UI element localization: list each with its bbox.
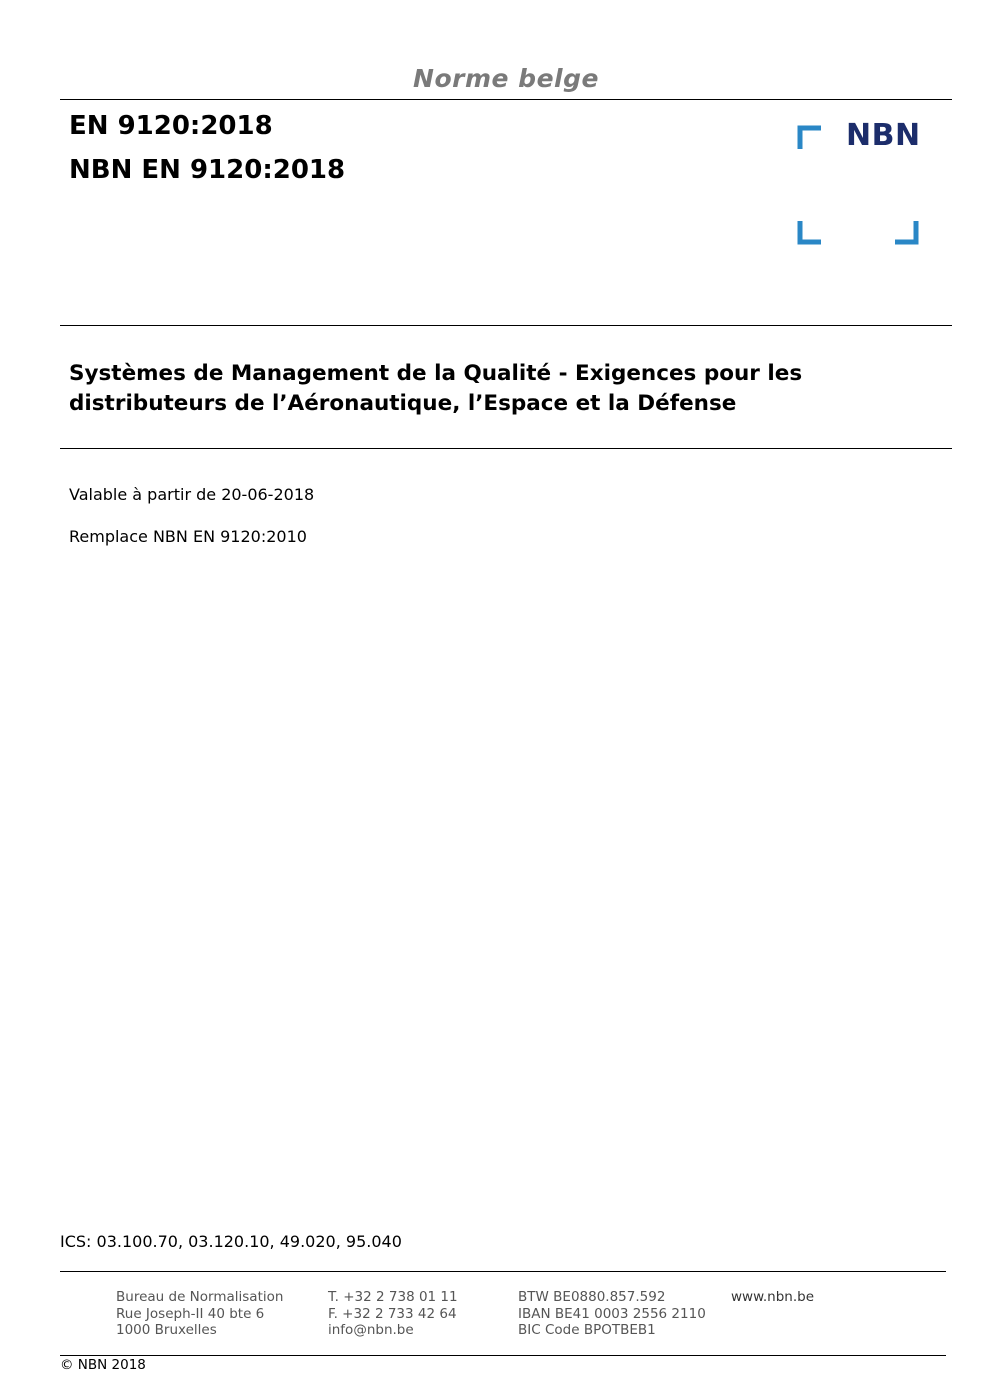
title-bottom-divider xyxy=(60,448,952,449)
footer-fax: F. +32 2 733 42 64 xyxy=(328,1305,457,1322)
standard-code-nbn: NBN EN 9120:2018 xyxy=(69,155,346,185)
bottom-right-corner xyxy=(895,221,916,242)
footer-address-line: Bureau de Normalisation xyxy=(116,1289,284,1305)
footer-address-line: 1000 Bruxelles xyxy=(116,1322,217,1338)
replaces-standard: Remplace NBN EN 9120:2010 xyxy=(69,527,307,546)
header-divider xyxy=(60,99,952,100)
document-type-label: Norme belge xyxy=(413,64,599,93)
footer-address-line: Rue Joseph-II 40 bte 6 xyxy=(116,1305,265,1322)
footer-phone: T. +32 2 738 01 11 xyxy=(328,1289,458,1305)
footer-bic: BIC Code BPOTBEB1 xyxy=(518,1322,656,1338)
validity-date: Valable à partir de 20-06-2018 xyxy=(69,485,315,504)
copyright-notice: © NBN 2018 xyxy=(60,1357,146,1373)
footer-bottom-divider xyxy=(60,1355,946,1356)
bottom-left-corner xyxy=(800,221,821,242)
logo-text: NBN xyxy=(846,118,921,153)
footer-address xyxy=(116,1289,283,1339)
footer-banking xyxy=(518,1289,706,1339)
top-left-corner xyxy=(800,128,821,149)
footer-contact xyxy=(328,1289,458,1339)
footer-iban: IBAN BE41 0003 2556 2110 xyxy=(518,1305,706,1322)
document-title: Systèmes de Management de la Qualité - Exigences pour les distributeurs de l’Aéronautique, l’Espace et la Défense xyxy=(69,361,803,416)
footer-vat: BTW BE0880.857.592 xyxy=(518,1289,666,1305)
footer-email[interactable]: info@nbn.be xyxy=(328,1322,414,1338)
standard-code-en: EN 9120:2018 xyxy=(69,111,273,141)
ics-codes: ICS: 03.100.70, 03.120.10, 49.020, 95.040 xyxy=(60,1232,402,1251)
title-top-divider xyxy=(60,325,952,326)
footer-top-divider xyxy=(60,1271,946,1272)
website-link[interactable]: www.nbn.be xyxy=(731,1289,815,1305)
footer-website xyxy=(731,1289,814,1306)
